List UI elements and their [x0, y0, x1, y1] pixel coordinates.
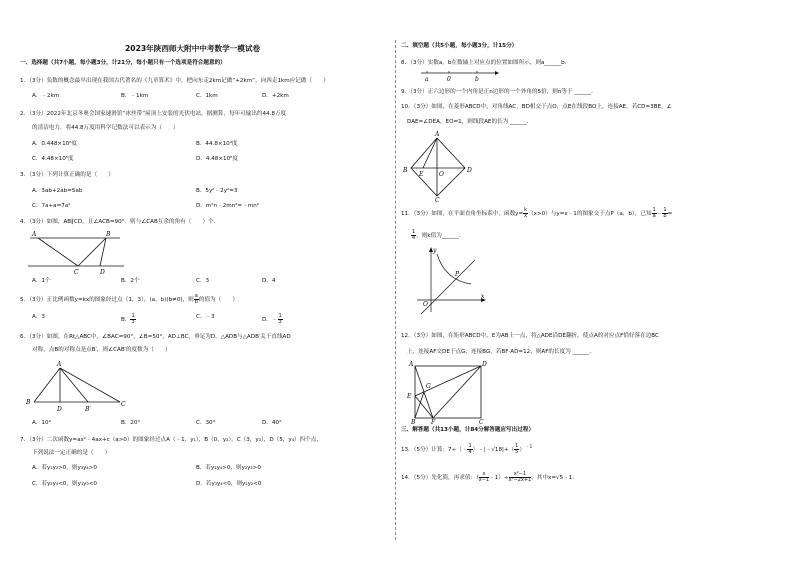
q14-stem: 14．（5分）先化简，再求值：（ $\frac{x}{x-1}$ ﹣1）÷ $\frac{\text{x²−1}}{\text{x²−2x+1}}$ ，其中x=√5﹣1． — [401, 471, 578, 483]
q11-label-x: x — [481, 293, 485, 300]
q7-option-d: D．若y₃y₄<0，则y₁y₂<0 — [196, 481, 262, 487]
q8-label-b: b — [475, 76, 479, 83]
q3-option-d: D．m²n﹣2mn²=﹣mn² — [196, 203, 260, 209]
q8-label-a: a — [425, 76, 429, 83]
q5-option-d: D．﹣ $\frac{1}{3}$ — [262, 313, 282, 325]
q9-stem: 9．（3分）正六边形的一个内角是正n边形的一个外角的5倍，则n等于 ______． — [401, 89, 597, 95]
q8-number-line-figure — [419, 68, 499, 82]
q4-parallel-lines-figure — [28, 230, 128, 276]
q6-label-b: B — [26, 399, 31, 406]
q7-stem-line2: 下列说法一定正确的是（ ） — [32, 450, 111, 456]
q1-option-d: D．+2km — [262, 93, 289, 99]
right-column — [397, 0, 794, 561]
q4-stem: 4．（3分）如图，AB∥CD，且∠ACB=90°．则与∠CAB互余的角有（ ）个． — [20, 219, 220, 225]
q2-stem-line1: 2．（3分）2022年北京冬奥会国家速滑馆“冰丝带”屋顶上安装的光伏电站，据测算，每年可输出约44.8万度 — [20, 111, 287, 117]
q6-label-c: C — [121, 401, 126, 408]
q6-stem-line2: 对称，点B的对称点是点B′，则∠CAB′的度数为（ ） — [32, 347, 171, 353]
q10-stem-line1: 10．（3分）如图，在菱形ABCD中，对角线AC，BD相交于点O，点E在线段BO上，连接AE，若CD=3BE，∠ — [401, 104, 672, 110]
q6-label-d: D — [57, 406, 62, 413]
q11-stem: 11．（3分）如图，在平面直角坐标系中，函数y= $\frac{k}{x}$ （x>0）与y=x﹣1的图象交于点P（a，b），已知 $\frac{1}{a}$ ﹣ $\frac{1}{b}$ = — [401, 207, 673, 219]
q2-stem-line2: 的清洁电力．将44.8万度用科学记数法可以表示为（ ） — [32, 125, 179, 131]
q3-option-b: B．5y²﹣2y²=3 — [196, 188, 238, 194]
q1-option-b: B．﹣1km — [121, 93, 149, 99]
q1-stem: 1．（3分）负数的概念最早出现在我国古代著名的《九章算术》中，把向东走2km记做“+2km”，向西走1km应记做（ ） — [20, 78, 329, 84]
q5-stem — [20, 294, 238, 305]
q4-option-b: B．2个 — [121, 278, 140, 284]
q7-option-c: C．若y₂y₄<0，则y₁y₃<0 — [32, 481, 97, 487]
q4-label-a: A — [32, 231, 37, 238]
q4-option-a: A．1个 — [32, 278, 51, 284]
q4-label-d: D — [100, 269, 105, 276]
q10-label-d: D — [467, 167, 472, 174]
q6-option-d: D．40° — [262, 420, 282, 426]
q5-fraction: $\frac{a}{b}$ — [194, 293, 198, 305]
q6-stem-line1: 6．（3分）如图，在Rt△ABC中，∠BAC=90°，∠B=50°，AD⊥BC，垂足为D，△ADB与△ADB′关于直线AD — [20, 334, 291, 340]
q11-graph-figure — [411, 246, 491, 318]
section-heading-fill: 二、填空题（共5小题，每小题3分，计15分） — [401, 43, 518, 49]
q2-option-a: A．0.448×10⁶度 — [32, 141, 78, 147]
q5-option-a: A．3 — [32, 314, 45, 320]
q6-option-b: B．20° — [121, 420, 141, 426]
q12-label-b: B — [411, 419, 416, 426]
q8-label-zero: 0 — [447, 76, 451, 83]
q3-stem: 3．（3分）下列计算正确的是（ ） — [20, 172, 114, 178]
q5-stem-text: 5．（3分）正比例函数y=kx的图象经过点（1，3），(a，b)(b≠0)，则 — [20, 297, 194, 303]
q5-stem-tail: 的值为（ ） — [198, 297, 239, 303]
q2-option-c: C．4.48×10⁵度 — [32, 156, 74, 162]
q10-label-o: O — [439, 171, 444, 178]
q4-option-d: D．4 — [262, 278, 276, 284]
q13-stem: 13．（5分）计算：7÷（﹣ $\frac{1}{4}$ ）﹣|﹣√18|+（ $\frac{1}{5}$ ）$^{﹣1}$ — [401, 443, 533, 455]
q5-option-b: B． $\frac{1}{3}$ — [121, 313, 135, 325]
q6-option-a: A．10° — [32, 420, 52, 426]
q6-triangle-figure — [26, 360, 126, 414]
q6-option-c: C．30° — [196, 420, 216, 426]
section-heading-answer: 三、解答题（共13小题，计84分解答题应写出过程） — [401, 427, 535, 433]
q10-stem-line2: DAE=∠DEA，EO=1，则线段AE的长为 ______． — [407, 119, 533, 125]
q10-label-a: A — [435, 131, 440, 138]
q10-label-e: E — [419, 171, 424, 178]
exam-title: 2023年陕西师大附中中考数学一模试卷 — [125, 44, 261, 53]
q11-label-y: y — [433, 247, 437, 254]
q8-stem: 8．（3分）实数a，b在数轴上对应点的位置如图所示，则a______b． — [401, 60, 571, 66]
q3-option-c: C．7a+a=7a² — [32, 203, 71, 209]
q10-label-c: C — [435, 197, 440, 204]
q4-label-b: B — [106, 231, 111, 238]
q7-option-b: B．若y₁y₄>0，则y₂y₃>0 — [196, 465, 261, 471]
q12-stem-line2: 上，连接AF交DE于点G，连接BG，若BF·AD=12，则AF的长度为 ______． — [407, 349, 595, 355]
q12-label-e: E — [407, 393, 412, 400]
column-divider — [395, 40, 396, 540]
q1-option-c: C．1km — [196, 93, 218, 99]
q11-stem-line2: $\frac{1}{4}$ ，则k值为______． — [412, 229, 465, 241]
q2-option-d: D．4.48×10⁶度 — [196, 156, 238, 162]
section-heading-choice: 一、选择题（共7小题，每小题3分，计21分，每小题只有一个选项是符合题意的） — [20, 60, 226, 66]
q12-stem-line1: 12．（3分）如图，在矩形ABCD中，E为AB上一点，将△ADE沿DE翻折，使点A的对应点F恰好落在边BC — [401, 333, 659, 339]
q12-label-c: C — [479, 419, 484, 426]
q4-label-c: C — [74, 269, 79, 276]
q10-label-b: B — [403, 167, 408, 174]
q4-option-c: C．3 — [196, 278, 210, 284]
q7-option-a: A．若y₁y₂>0，则y₃y₄>0 — [32, 465, 97, 471]
q11-label-p: P — [455, 271, 460, 278]
q12-rectangle-figure — [409, 362, 489, 424]
q1-option-a: A．﹣2km — [32, 93, 60, 99]
q11-label-o: O — [423, 301, 428, 308]
q2-option-b: B．44.8×10⁴度 — [196, 141, 238, 147]
q12-label-f: F — [431, 419, 436, 426]
q5-option-c: C．﹣3 — [196, 314, 215, 320]
q6-label-bprime: B′ — [85, 406, 91, 413]
q3-option-a: A．3ab+2ab=5ab — [32, 188, 83, 194]
q10-rhombus-figure — [403, 131, 475, 204]
q12-label-d: D — [482, 361, 487, 368]
q6-label-a: A — [57, 361, 62, 368]
q12-label-a: A — [409, 361, 414, 368]
q7-stem-line1: 7．（3分）二次函数y=ax²﹣4ax+c（a>0）的图象经过点A（﹣1，y₁），B（0，y₂），C（3，y₃），D（5，y₄）四个点， — [20, 437, 322, 443]
q12-label-g: G — [426, 383, 431, 390]
